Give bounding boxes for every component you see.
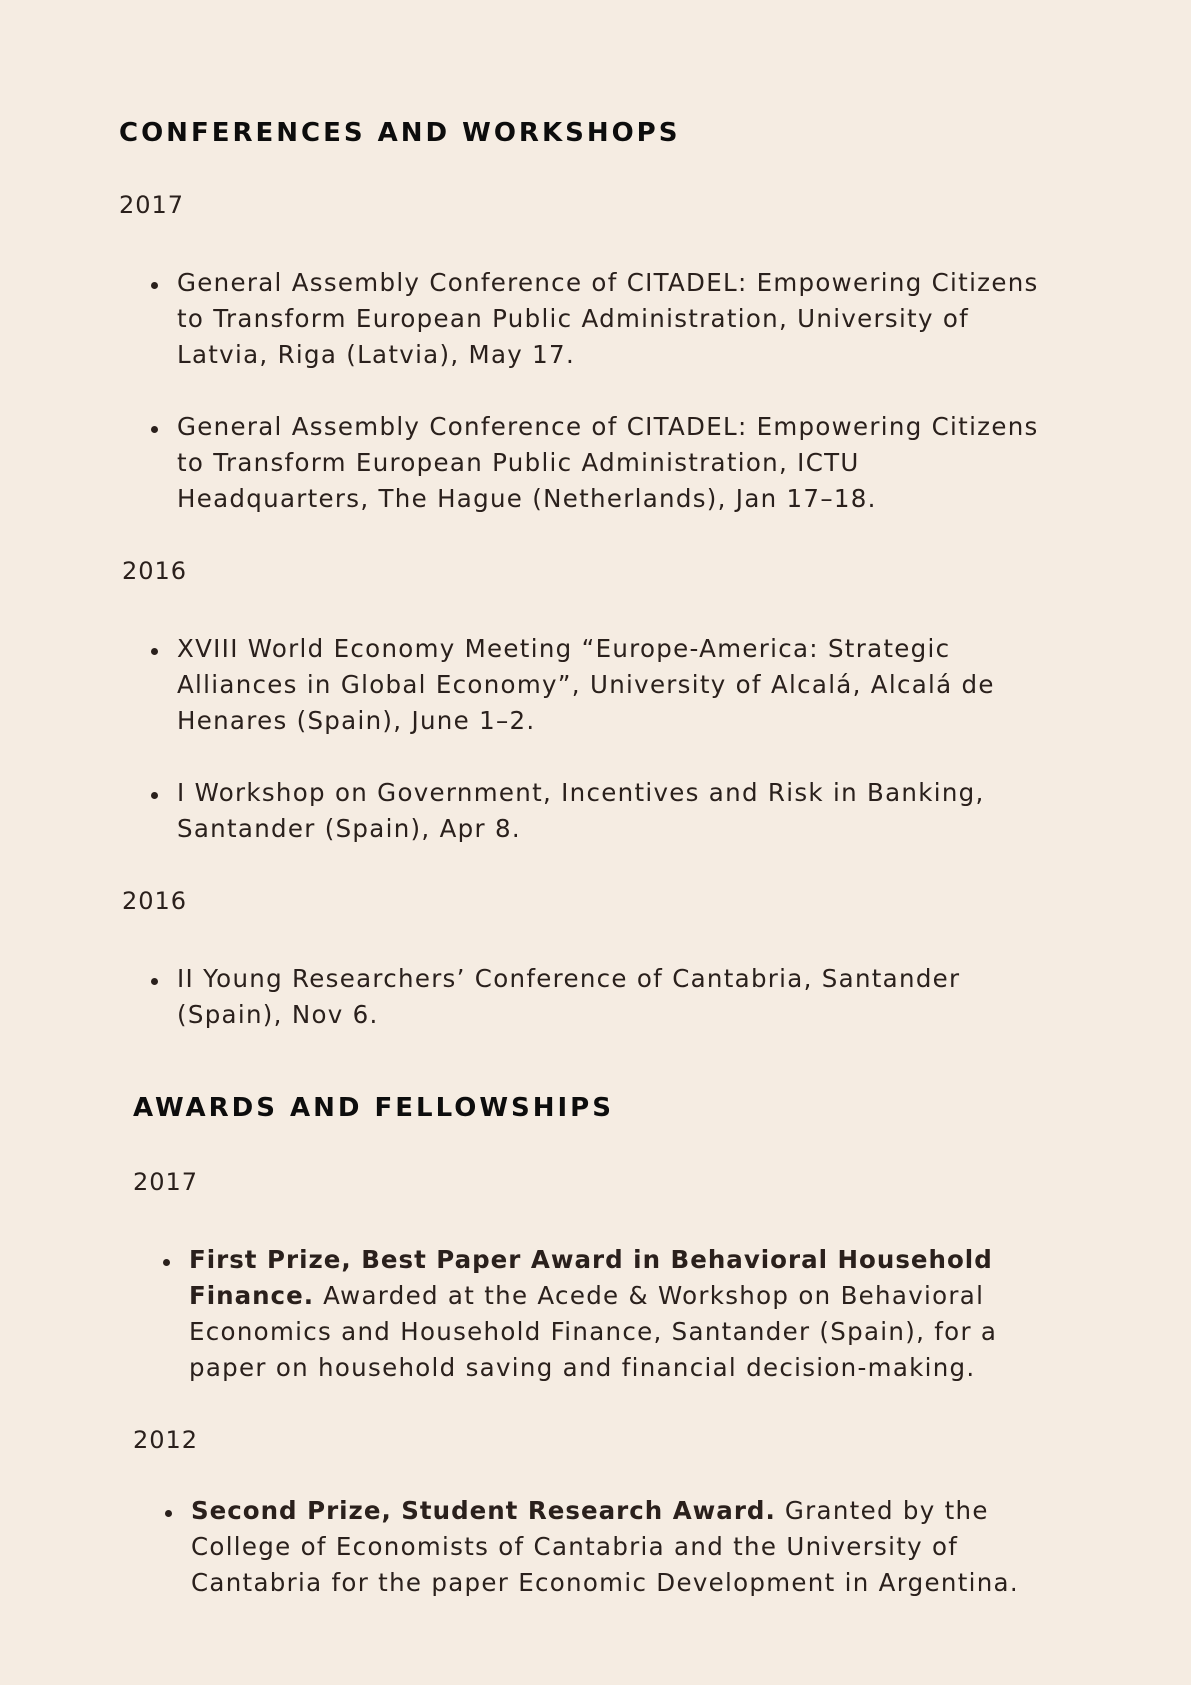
bullet-icon <box>151 978 158 985</box>
award-item <box>189 1242 1069 1386</box>
conference-year: 2016 <box>122 557 188 585</box>
awards-heading: AWARDS AND FELLOWSHIPS <box>133 1093 614 1123</box>
award-description: Awarded at the Acede & Workshop on Behavioral Economics and Household Finance, Santander (Spain), for a paper on household saving and financial decision-making. <box>189 1281 998 1382</box>
bullet-icon <box>151 792 158 799</box>
conference-item: XVIII World Economy Meeting “Europe-America: Strategic Alliances in Global Economy”, University of Alcalá, Alcalá de Henares (Spain), June 1–2. <box>177 634 995 735</box>
conference-item: General Assembly Conference of CITADEL: Empowering Citizens to Transform European Public Administration, University of Latvia, Riga (Latvia), May 17. <box>177 268 1039 369</box>
conference-year: 2016 <box>122 887 188 915</box>
bullet-icon <box>163 1259 170 1266</box>
conference-item: II Young Researchers’ Conference of Cantabria, Santander (Spain), Nov 6. <box>177 964 961 1029</box>
bullet-icon <box>151 426 158 433</box>
bullet-icon <box>151 282 158 289</box>
conferences-heading: CONFERENCES AND WORKSHOPS <box>119 118 681 148</box>
bullet-icon <box>151 648 158 655</box>
bullet-icon <box>165 1510 172 1517</box>
award-year: 2017 <box>133 1168 199 1196</box>
award-title: First Prize, Best Paper Award in Behavioral Household Finance. <box>189 1245 993 1310</box>
award-description: Granted by the College of Economists of Cantabria and the University of Cantabria for the paper Economic Development in Argentina. <box>191 1496 1019 1597</box>
award-title: Second Prize, Student Research Award. <box>191 1496 776 1525</box>
conference-item: General Assembly Conference of CITADEL: Empowering Citizens to Transform European Public Administration, ICTU Headquarters, The Hague (Netherlands), Jan 17–18. <box>177 412 1039 513</box>
conference-item: I Workshop on Government, Incentives and Risk in Banking, Santander (Spain), Apr 8. <box>177 778 985 843</box>
conference-year: 2017 <box>119 191 185 219</box>
award-year: 2012 <box>133 1426 199 1454</box>
award-item <box>191 1493 1051 1601</box>
